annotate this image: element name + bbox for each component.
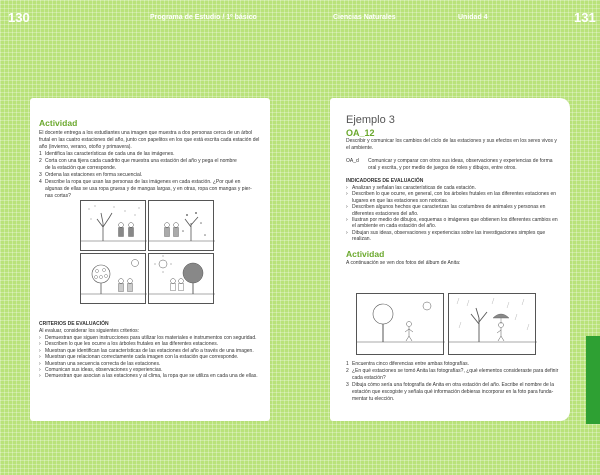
indicator-item: › Analizan y señalan las características de cada estación. [346,185,560,191]
questions-section [346,361,562,403]
page-number-left: 130 [8,10,30,25]
activity-intro: El docente entrega a los estudiantes una imagen que muestra a dos personas cerca de un árbol frutal en las cuatro estaciones del año, junto con papelitos en los que está escrita cada estación del año (invierno, verano, otoño y primavera). [39,130,260,150]
step-continuation: nas cortas? [45,193,71,199]
questions-list [346,361,562,403]
indicator-item: › Dibujan sus ideas, observaciones y experiencias sobre las investigaciones simples que realizan. [346,230,560,243]
activity-title-right: Actividad [346,248,385,259]
step-item: 2 Corta con una tijera cada cuadrito que muestra una estación del año y pega el nombre [39,158,237,164]
question-item: 1 Encuentra cinco diferencias entre ambas fotografías. [346,361,470,367]
criteria-item: › Demuestran que siguen instrucciones para utilizar los materiales e instrumentos con seguridad. [39,335,263,341]
example-title: Ejemplo 3 [346,114,395,126]
criteria-title: CRITERIOS DE EVALUACIÓN [39,321,109,327]
step-item: 3 Ordena las estaciones en forma secuencial. [39,172,143,178]
unit-tab-marker [586,336,600,424]
indicators-list [346,185,560,243]
criteria-intro: Al evaluar, considerar los siguientes criterios: [39,328,140,334]
indicators-title: INDICADORES DE EVALUACIÓN [346,178,424,184]
indicator-item: › Describen lo que ocurre, en general, con los árboles frutales en las diferentes estaciones en lugares en que las estaciones son notorias. [346,191,560,204]
left-page [30,98,270,421]
criteria-item: › Muestran que relacionan correctamente cada imagen con la estación que corresponde. [39,354,263,360]
step-continuation: algunas de ellas se usa ropa gruesa y de mangas largas, y en otras, ropa con mangas y pier- [45,186,252,192]
season-illustration-summer [148,253,214,304]
criteria-item: › Demuestran que asocian a las estaciones y al clima, la ropa que se utiliza en cada una de ellas. [39,373,263,379]
photo-2 [448,293,536,355]
criteria-list [39,335,263,380]
oa-code: OA_d [346,158,359,164]
oa-code-row [346,158,560,171]
season-illustration-spring [80,253,146,304]
question-item: 2 ¿En qué estaciones se tomó Anita las fotografías?, ¿qué elementos consideraste para definir cada estación? [346,368,559,381]
step-item: 1 Identifica las características de cada una de las imágenes. [39,151,175,157]
unit-label: Unidad 4 [458,14,488,21]
activity-title: Actividad [39,118,78,128]
book-title: Programa de Estudio / 1º básico [150,14,257,21]
question-item: 3 Dibuja cómo sería una fotografía de Anita en otra estación del año. Escribe el nombre de la estación que escogiste y señala qué información debieras incorporar en la foto para funda- mentar tu elección. [346,382,555,402]
criteria-section [39,321,263,380]
indicator-item: › Describen algunos hechos que caracterizan las costumbres de animales y personas en diferentes estaciones del año. [346,204,560,217]
photo-album [356,293,536,355]
page-number-right: 131 [574,10,596,25]
oa-description: Describir y comunicar los cambios del ciclo de las estaciones y sus efectos en los seres vivos y el ambiente. [346,138,557,151]
criteria-item: › Muestran que identifican las características de las estaciones del año a través de una imagen. [39,348,263,354]
right-page [330,98,570,421]
seasons-illustration-grid [80,200,214,304]
season-illustration-autumn [148,200,214,251]
steps-list [39,151,261,200]
indicator-item: › Ilustran por medio de dibujos, esquemas o imágenes que obtienen los diferentes cambios en el ambiente en cada estación del año. [346,217,560,230]
activity-intro-right: A continuación se ven dos fotos del álbum de Anita: [346,259,461,266]
criteria-item: › Comunican sus ideas, observaciones y experiencias. [39,367,263,373]
subject-label: Ciencias Naturales [333,14,396,21]
photo-1 [356,293,444,355]
season-illustration-winter [80,200,146,251]
oa-title: OA_12 [346,128,375,138]
step-continuation: de la estación que corresponde. [45,165,117,171]
criteria-item: › Muestran una secuencia correcta de las estaciones. [39,361,263,367]
oa-code-description: Comunicar y comparar con otros sus ideas, observaciones y experiencias de forma oral y escrita, y por medio de juegos de roles y dibujos, entre otros. [368,158,553,171]
criteria-item: › Describen lo que les ocurre a los árboles frutales en las diferentes estaciones. [39,341,263,347]
step-item: 4 Describe la ropa que usan las personas de las imágenes en cada estación. ¿Por qué en [39,179,241,185]
